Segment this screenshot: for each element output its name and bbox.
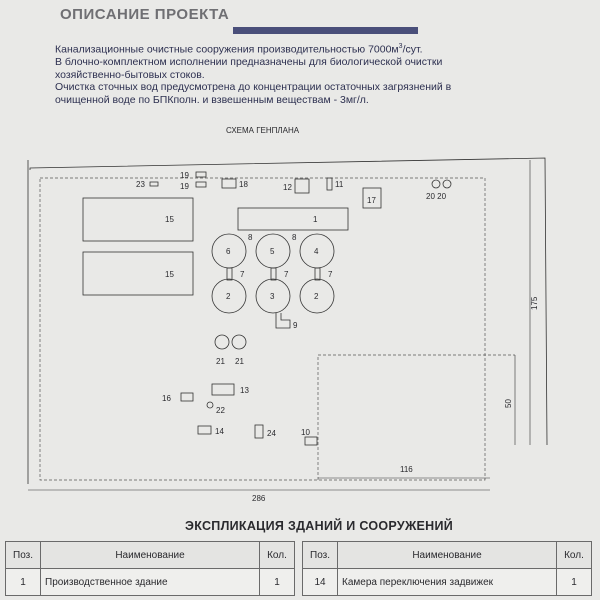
- connector-7b: [271, 268, 276, 280]
- label-11: 11: [335, 180, 344, 189]
- col-header-qty: Кол.: [260, 542, 295, 569]
- row-pos: 14: [303, 569, 338, 596]
- description-line-5: очищенной воде по БПКполн. и взвешенным веществам - 3мг/л.: [55, 93, 369, 106]
- row-name: Камера переключения задвижек: [338, 569, 557, 596]
- table-row: [6, 569, 295, 596]
- label-18: 18: [239, 180, 248, 189]
- explication-title: ЭКСПЛИКАЦИЯ ЗДАНИЙ И СООРУЖЕНИЙ: [185, 519, 454, 533]
- label-12: 12: [283, 183, 292, 192]
- item-13: [212, 384, 234, 395]
- building-15-lower: [83, 252, 193, 295]
- table-row: [303, 569, 592, 596]
- label-24: 24: [267, 429, 276, 438]
- item-16: [181, 393, 193, 401]
- item-23: [150, 182, 158, 186]
- row-pos: 1: [6, 569, 41, 596]
- item-12: [295, 179, 309, 193]
- label-15a: 15: [165, 215, 174, 224]
- plan-title: СХЕМА ГЕНПЛАНА: [226, 126, 300, 135]
- label-22: 22: [216, 406, 225, 415]
- col-header-name: Наименование: [338, 542, 557, 569]
- tank-21-left: [215, 335, 229, 349]
- dim-height-label: 175: [530, 296, 539, 310]
- dim-width-label: 286: [252, 494, 266, 503]
- description-line-4: Очистка сточных вод предусмотрена до концентрации остаточных загрязнений в: [55, 81, 452, 93]
- description-sup: 3: [398, 43, 403, 50]
- label-21a: 21: [216, 357, 225, 366]
- dim-inner-width-label: 116: [400, 465, 413, 474]
- label-8a: 8: [248, 233, 253, 242]
- description-line-3: хозяйственно-бытовых стоков.: [55, 68, 205, 81]
- label-3: 3: [270, 292, 275, 301]
- item-20a: [432, 180, 440, 188]
- section-title: ОПИСАНИЕ ПРОЕКТА: [60, 6, 230, 23]
- building-1: [238, 208, 348, 230]
- label-14: 14: [215, 427, 224, 436]
- connector-7a: [227, 268, 232, 280]
- label-21b: 21: [235, 357, 244, 366]
- item-10: [305, 437, 317, 445]
- label-17: 17: [367, 196, 376, 205]
- label-2b: 2: [314, 292, 319, 301]
- label-16: 16: [162, 394, 171, 403]
- label-19b: 19: [180, 182, 189, 191]
- item-22: [207, 402, 213, 408]
- label-6: 6: [226, 247, 231, 256]
- description-line-1-unit: /сут.: [402, 43, 423, 56]
- inner-zone-border: [318, 355, 515, 480]
- label-7c: 7: [328, 270, 333, 279]
- label-10: 10: [301, 428, 310, 437]
- item-18: [222, 179, 236, 188]
- table-header-row: [6, 542, 295, 569]
- label-7a: 7: [240, 270, 245, 279]
- row-name: Производственное здание: [41, 569, 260, 596]
- site-dashed-border: [40, 178, 485, 480]
- label-4: 4: [314, 247, 319, 256]
- label-2a: 2: [226, 292, 231, 301]
- item-24: [255, 425, 263, 438]
- site-boundary-top: [30, 158, 547, 445]
- row-qty: 1: [260, 569, 295, 596]
- col-header-pos: Поз.: [303, 542, 338, 569]
- col-header-name: Наименование: [41, 542, 260, 569]
- explication-table-left: [5, 541, 295, 596]
- label-13: 13: [240, 386, 249, 395]
- item-20b: [443, 180, 451, 188]
- item-19a: [196, 172, 206, 177]
- col-header-qty: Кол.: [557, 542, 592, 569]
- col-header-pos: Поз.: [6, 542, 41, 569]
- item-9: [276, 313, 290, 328]
- label-15b: 15: [165, 270, 174, 279]
- label-7b: 7: [284, 270, 289, 279]
- building-15-upper: [83, 198, 193, 241]
- description-line-1-text: Канализационные очистные сооружения производительностью 7000м: [55, 43, 399, 56]
- label-20: 20 20: [426, 192, 447, 201]
- dim-inner-height-label: 50: [504, 399, 513, 408]
- item-11: [327, 178, 332, 190]
- label-1: 1: [313, 215, 318, 224]
- explication-table-right: [302, 541, 592, 596]
- row-qty: 1: [557, 569, 592, 596]
- tank-21-right: [232, 335, 246, 349]
- table-header-row: [303, 542, 592, 569]
- label-23: 23: [136, 180, 145, 189]
- item-14: [198, 426, 211, 434]
- label-8b: 8: [292, 233, 297, 242]
- item-19b: [196, 182, 206, 187]
- label-9: 9: [293, 321, 298, 330]
- description-line-2: В блочно-комплектном исполнении предназначены для биологической очистки: [55, 56, 443, 68]
- label-5: 5: [270, 247, 275, 256]
- connector-7c: [315, 268, 320, 280]
- label-19a: 19: [180, 171, 189, 180]
